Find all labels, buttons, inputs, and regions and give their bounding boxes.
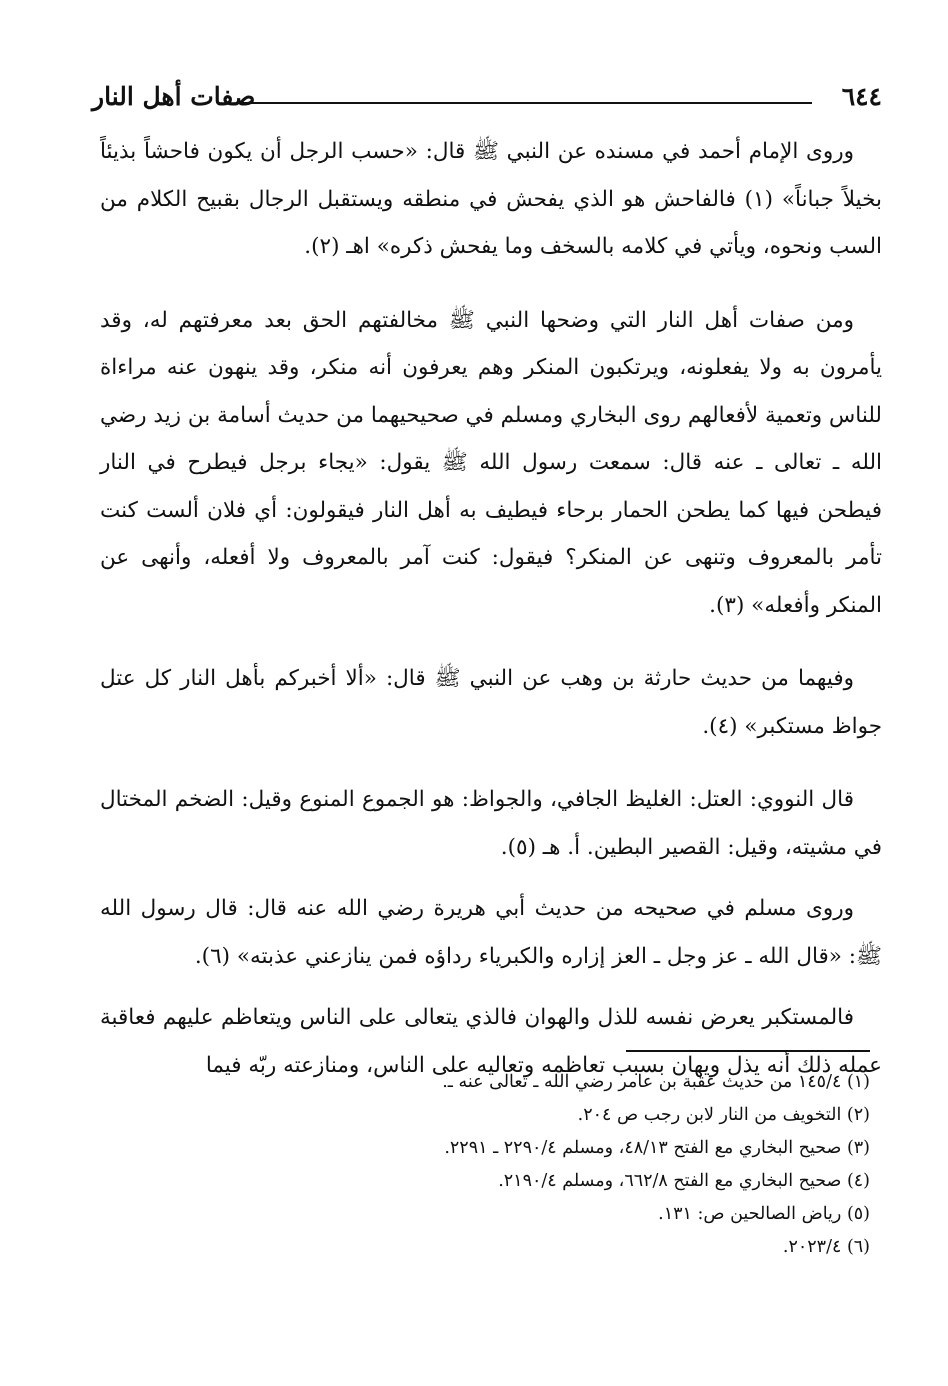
header-rule [242,102,812,104]
running-title: صفات أهل النار [92,82,256,111]
footnote-separator [626,1050,870,1052]
footnotes [100,1066,870,1264]
paragraph-1: وروى الإمام أحمد في مسنده عن النبي ﷺ قال: «حسب الرجل أن يكون فاحشاً بذيئاً بخيلاً جباناً» (١) فالفاحش هو الذي يفحش في منطقه ويستقبل الرجال بقبيح الكلام من السب ونحوه، ويأتي في كلامه بالسخف وما يفحش ذكره» اهـ (٢). [100,139,882,259]
paragraph-3: وفيهما من حديث حارثة بن وهب عن النبي ﷺ قال: «ألا أخبركم بأهل النار كل عتل جواظ مستكبر» (٤). [100,666,882,739]
footnote-1: (١) ١٤٥/٤ من حديث عقبة بن عامر رضي الله ـ تعالى عنه ـ. [442,1072,870,1092]
footnote-3: (٣) صحيح البخاري مع الفتح ٤٨/١٣، ومسلم ٢٢٩٠/٤ ـ ٢٢٩١. [444,1138,870,1158]
paragraph-2: ومن صفات أهل النار التي وضحها النبي ﷺ مخالفتهم الحق بعد معرفتهم له، وقد يأمرون به ولا يفعلونه، ويرتكبون المنكر وهم يعرفون أنه منكر، وقد ينهون عنه مراءاة للناس وتعمية لأفعالهم روى البخاري ومسلم في صحيحيهما من حديث أسامة بن زيد رضي الله ـ تعالى ـ عنه قال: سمعت رسول الله ﷺ يقول: «يجاء برجل فيطرح في النار فيطحن فيها كما يطحن الحمار برحاء فيطيف به أهل النار فيقولون: أي فلان ألست كنت تأمر بالمعروف وتنهى عن المنكر؟ فيقول: كنت آمر بالمعروف ولا أفعله، وأنهى عن المنكر وأفعله» (٣). [100,307,882,618]
paragraph-4: قال النووي: العتل: الغليظ الجافي، والجواظ: هو الجموع المنوع وقيل: الضخم المختال في مشيته، وقيل: القصير البطين. أ. هـ (٥). [100,787,882,860]
page-number: ٦٤٤ [841,82,882,111]
paragraph-5: وروى مسلم في صحيحه من حديث أبي هريرة رضي الله عنه قال: قال رسول الله ﷺ: «قال الله ـ عز وجل ـ العز إزاره والكبرياء رداؤه فمن ينازعني عذبته» (٦). [100,896,882,969]
paragraph-6: فالمستكبر يعرض نفسه للذل والهوان فالذي يتعالى على الناس ويتعاظم عليهم فعاقبة عمله ذلك أنه يذل ويهان بسبب تعاظمه وتعاليه على الناس، ومنازعته ربّه فيما [100,1005,882,1078]
footnote-5: (٥) رياض الصالحين ص: ١٣١. [658,1204,870,1224]
footnote-4: (٤) صحيح البخاري مع الفتح ٦٦٢/٨، ومسلم ٢١٩٠/٤. [498,1171,870,1191]
footnote-6: (٦) ٢٠٢٣/٤. [782,1237,870,1257]
footnote-2: (٢) التخويف من النار لابن رجب ص ٢٠٤. [577,1105,870,1125]
page-header [92,78,882,118]
body-text [100,128,882,1115]
